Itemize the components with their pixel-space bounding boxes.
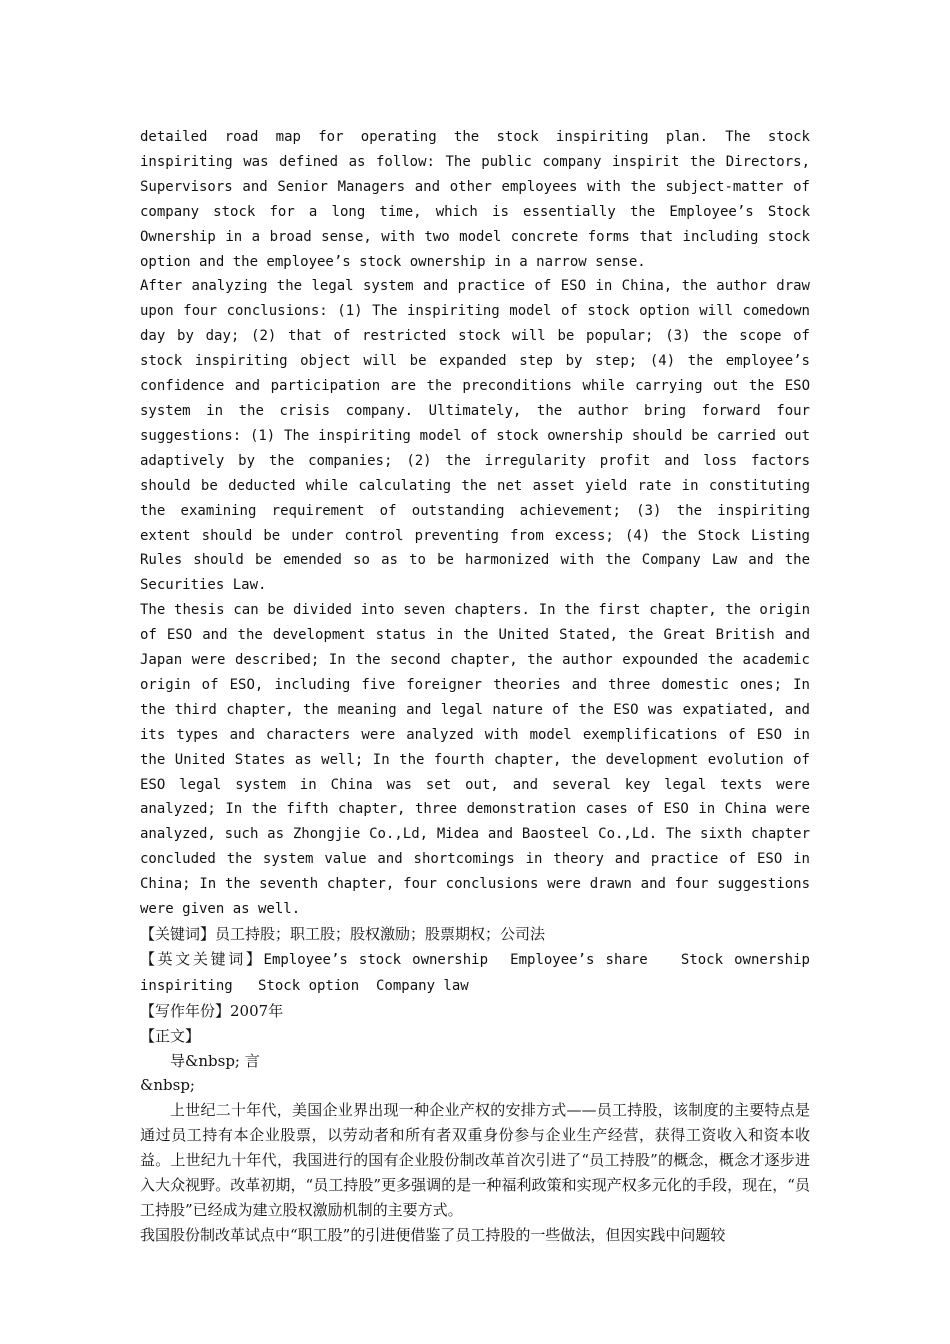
abstract-paragraph-2: After analyzing the legal system and practice of ESO in China, the author draw upon four conclusions: (1) The inspiriting model of stock option will comedown day by day; (2) that of restricted stock will be popular; (3) the scope of stock inspiriting object will be expanded step by step; (4) the employee’s confidence and participation are the preconditions while carrying out the ESO system in the crisis company. Ultimately, the author bring forward four suggestions: (1) The inspiriting model of stock ownership should be carried out adaptively by the companies; (2) the irregularity profit and loss factors should be deducted while calculating the net asset yield rate in constituting the examining requirement of outstanding achievement; (3) the inspiriting extent should be under control preventing from excess; (4) the Stock Listing Rules should be emended so as to be harmonized with the Company Law and the Securities Law. [140, 278, 810, 594]
keywords-cn-value: 员工持股；职工股；股权激励；股票期权；公司法 [215, 925, 546, 943]
abstract-paragraph-3: The thesis can be divided into seven chapters. In the first chapter, the origin of ESO and the development status in the United Stated, the Great British and Japan were described; In the second chapter, the author expounded the academic origin of ESO, including five foreigner theories and three domestic ones; In the third chapter, the meaning and legal nature of the ESO was expatiated, and its types and characters were analyzed with model exemplifications of ESO in the United States as well; In the fourth chapter, the development evolution of ESO legal system in China was set out, and several key legal texts were analyzed; In the fifth chapter, three demonstration cases of ESO in China were analyzed, such as Zhongjie Co.,Ld, Midea and Baosteel Co.,Ld. The sixth chapter concluded the system value and shortcomings in theory and practice of ESO in China; In the seventh chapter, four conclusions were drawn and four suggestions were given as well. [140, 602, 810, 918]
keywords-en-value: Employee’s stock ownership Employee’s share Stock ownership inspiriting Stock option Company law [140, 951, 819, 994]
writing-year [140, 999, 810, 1024]
body-paragraph-1: 上世纪二十年代，美国企业界出现一种企业产权的安排方式——员工持股，该制度的主要特点是通过员工持有本企业股票，以劳动者和所有者双重身份参与企业生产经营，获得工资收入和资本收益。上世纪九十年代，我国进行的国有企业股份制改革首次引进了“员工持股”的概念，概念才逐步进入大众视野。改革初期，“员工持股”更多强调的是一种福利政策和实现产权多元化的手段，现在，“员工持股”已经成为建立股权激励机制的主要方式。 [140, 1101, 810, 1219]
body-paragraph-2: 我国股份制改革试点中“职工股”的引进便借鉴了员工持股的一些做法，但因实践中问题较 [140, 1225, 726, 1244]
body-label: 【正文】 [140, 1026, 201, 1045]
body-nbsp-line: &nbsp; [140, 1076, 195, 1095]
writing-year-label: 【写作年份】 [140, 1001, 231, 1020]
keywords-cn-label: 【关键词】 [140, 925, 216, 943]
keywords-en-label: 【英文关键词】 [140, 949, 264, 968]
writing-year-value: 2007年 [230, 1001, 284, 1020]
document-page [140, 125, 819, 1248]
body-heading: 导&nbsp; 言 [170, 1051, 260, 1070]
abstract-paragraph-1: detailed road map for operating the stock inspiriting plan. The stock inspiriting was defined as follow: The public company inspirit the Directors, Supervisors and Senior Managers and other employees with the subject-matter of company stock for a long time, which is essentially the Employee’s Stock Ownership in a broad sense, with two model concrete forms that including stock option and the employee’s stock ownership in a narrow sense. [140, 129, 810, 270]
keywords-cn [140, 922, 810, 947]
keywords-en [140, 947, 819, 999]
